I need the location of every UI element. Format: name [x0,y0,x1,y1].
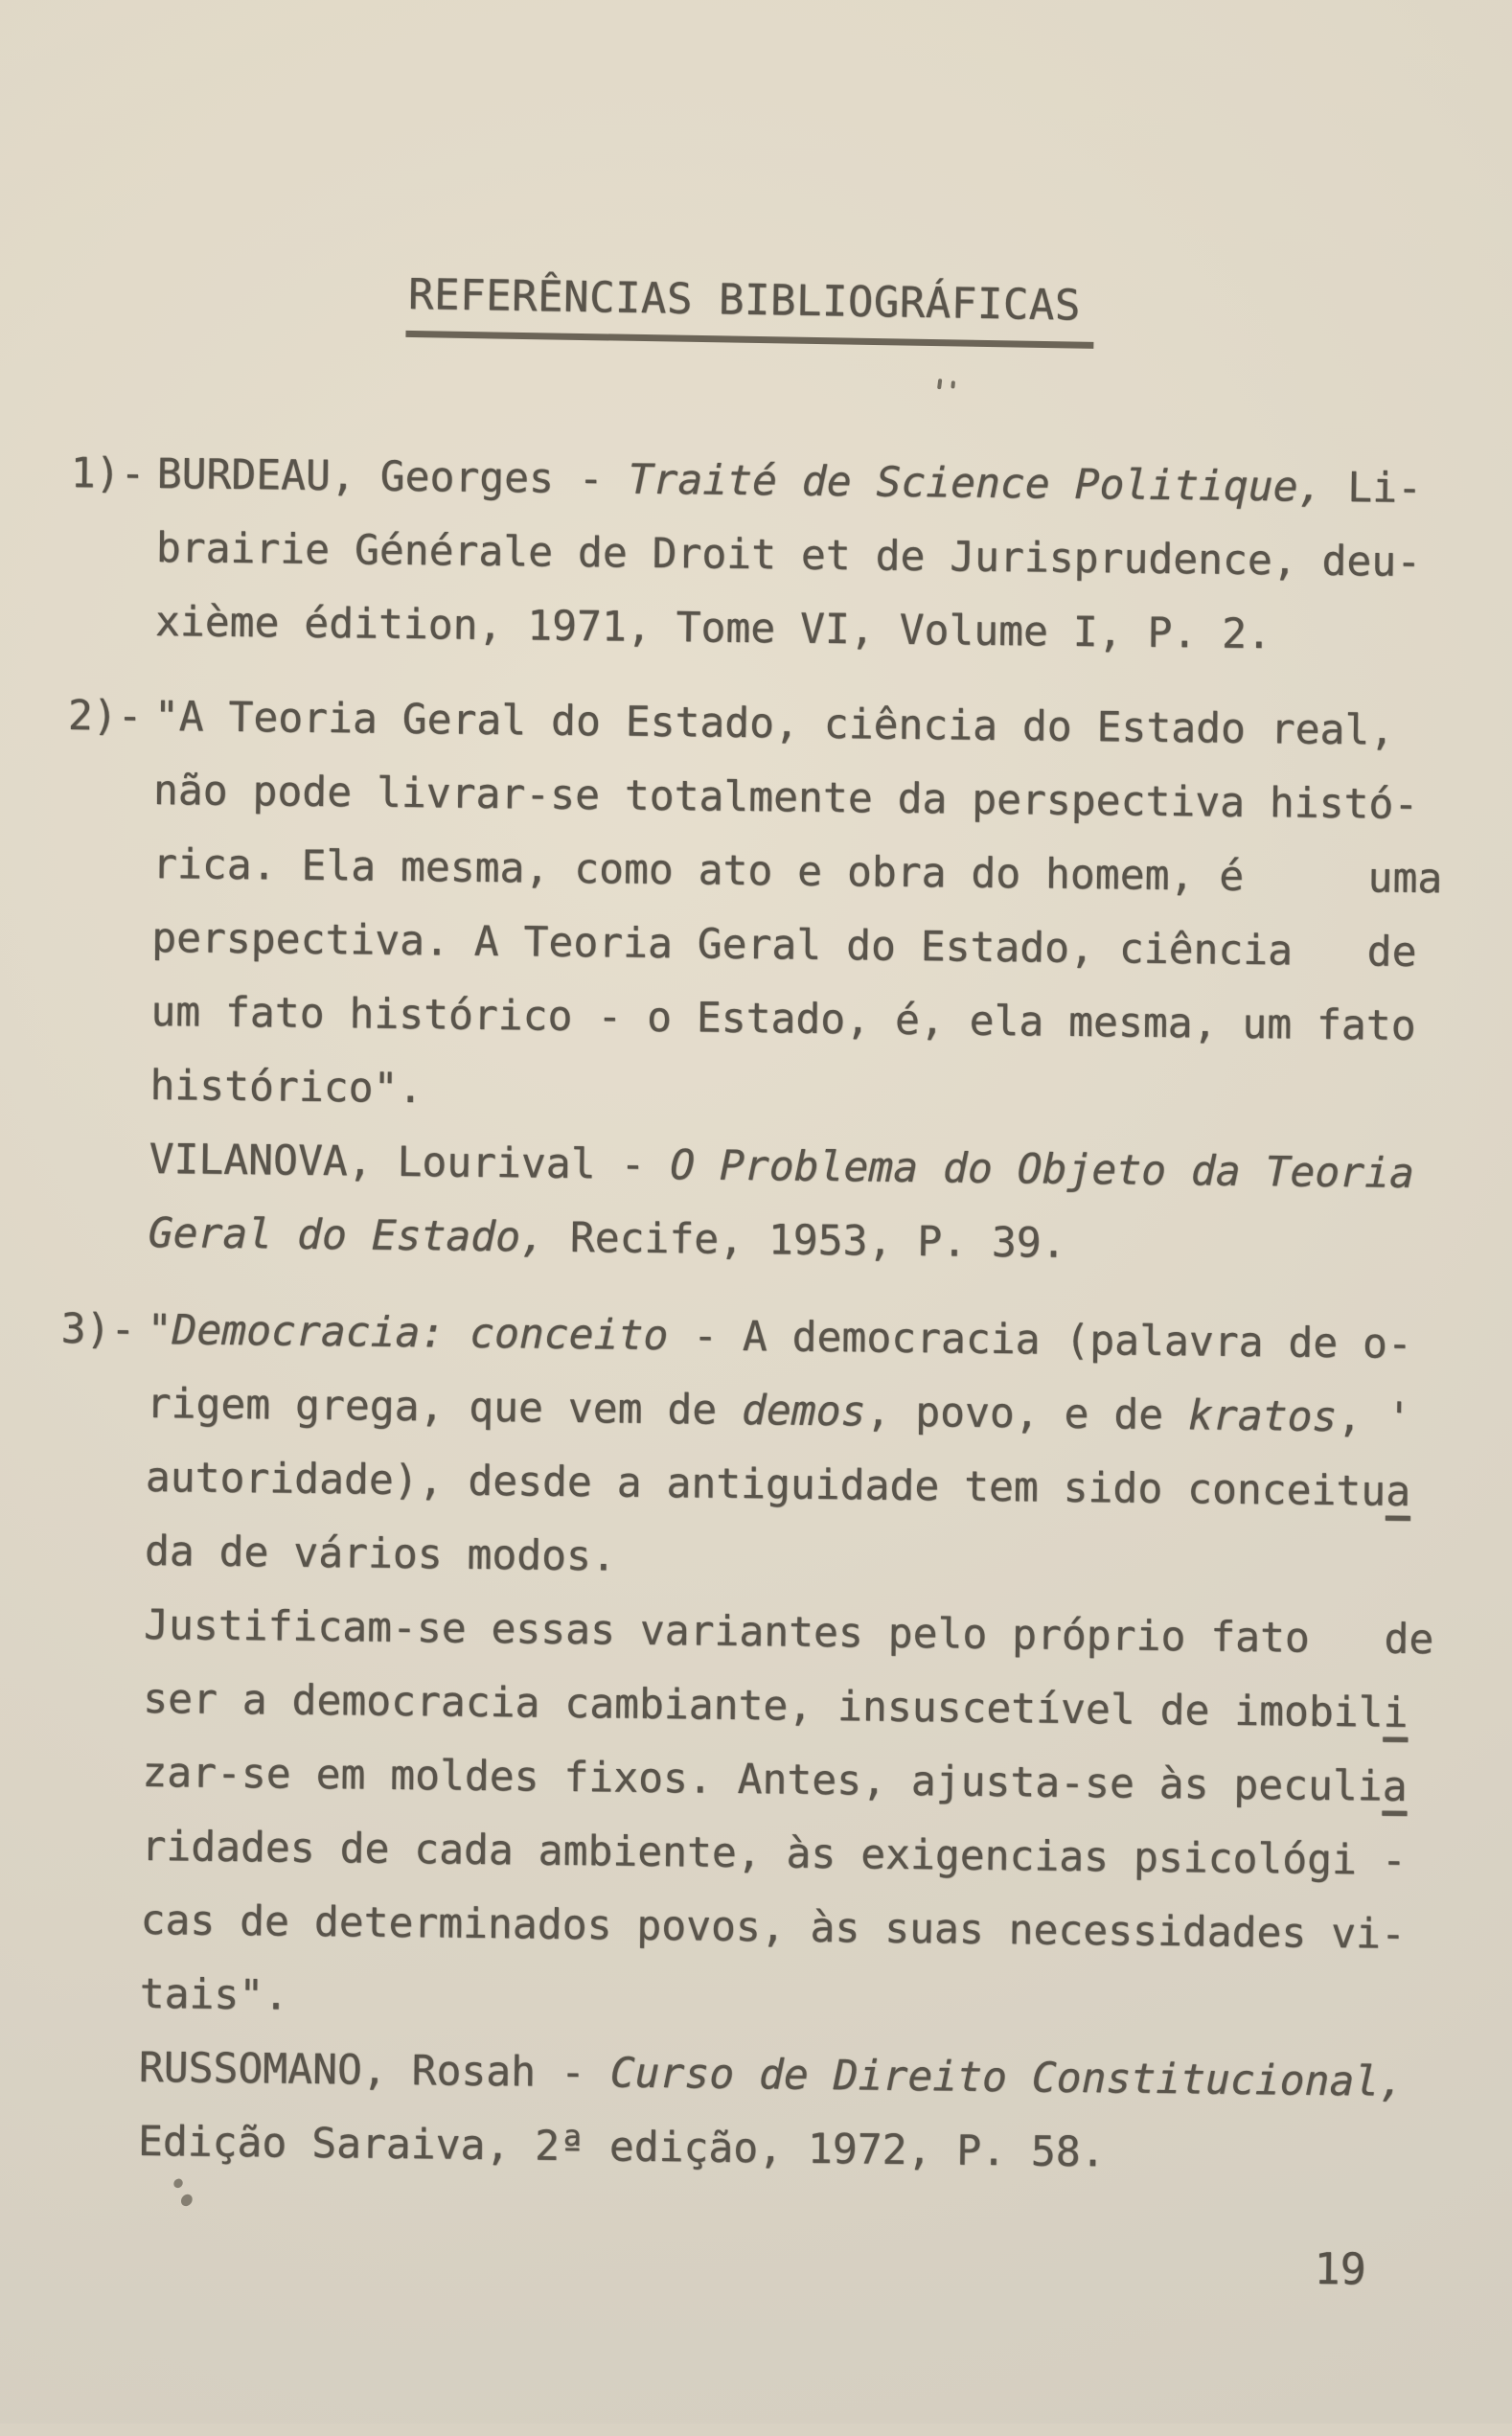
entry-number: 2)- [67,691,143,741]
entry-line [148,1197,1471,1286]
page-number: 19 [1314,2242,1367,2295]
bibliography-entry [60,1294,1470,2195]
entry-line-segment: "A Teoria Geral do Estado, ciência do Estado real, [153,692,1395,755]
entry-line-italic-segment: Traité de Science Politique, [628,455,1323,512]
entry-line-segment: , povo, e de [865,1388,1189,1440]
entry-line-segment: ser a democracia cambiante, insuscetível de imobil [142,1674,1384,1737]
entry-line-segment: ridades de cada ambiente, às exigencias psicológi - [141,1822,1408,1885]
entry-line-segment: brairie Générale de Droit et de Jurisprudence, deu- [155,523,1422,586]
entry-line-segment: " [147,1305,172,1355]
page-title-text: REFERÊNCIAS BIBLIOGRÁFICAS [405,270,1094,349]
entry-line-italic-segment: Geral do Estado, [148,1208,546,1262]
entry-number: 1)- [70,448,146,498]
entry-line-italic-segment: Democracia: conceito [172,1306,669,1361]
entry-line-segment: histórico". [149,1061,424,1114]
entry-line-segment: rigem grega, que vem de [146,1379,743,1435]
entry-line-segment: Justificam-se essas variantes pelo próprio fato de [143,1600,1434,1665]
entry-line-italic-segment: demos [741,1386,866,1436]
entry-line-segment: um fato histórico - o Estado, é, ela mesma, um fato [150,987,1416,1050]
entry-line-segment: não pode livrar-se totalmente da perspectiva histó- [152,766,1419,829]
entry-line [140,1884,1463,1973]
bibliography-entry [67,680,1477,1286]
entry-line-segment: Edição Saraiva, 2ª edição, 1972, P. 58. [137,2117,1106,2177]
entry-line-segment: tais". [139,1969,289,2020]
entry-line [155,586,1478,675]
entry-line-italic-segment: Curso de Direito Constitucional, [609,2049,1405,2106]
entry-line-underlined-segment: a [1385,1467,1411,1516]
entry-line-underlined-segment: i [1383,1689,1409,1737]
entry-line-italic-segment: O Problema do Objeto da Teoria [669,1141,1415,1198]
entry-line-segment: zar-se em moldes fixos. Antes, ajusta-se às peculi [142,1748,1384,1811]
entry-line-segment: autoridade), desde a antiguidade tem sido conceitu [145,1453,1386,1516]
entry-line-segment: perspectiva. A Teoria Geral do Estado, ciência de [150,913,1417,977]
entry-line-segment: , ' [1337,1393,1412,1442]
entry-line-segment: xième édition, 1971, Tome VI, Volume I, P. 2. [154,597,1272,659]
entry-line-segment: Li- [1322,463,1423,513]
entry-line-segment: BURDEAU, Georges - [156,449,629,504]
entry-number: 3)- [60,1304,136,1354]
entry-line-segment: - A democracia (palavra de o- [667,1312,1413,1368]
entry-line-segment: cas de determinados povos, às suas necessidades vi- [140,1896,1407,1959]
entry-line-segment: VILANOVA, Lourival - [149,1135,671,1190]
entry-line-segment: Recife, 1953, P. 39. [544,1213,1066,1268]
entry-line-italic-segment: kratos [1187,1391,1338,1442]
entry-line-segment: da de vários modos. [144,1527,617,1581]
entry-line-segment: rica. Ela mesma, como ato e obra do homem, é uma [151,839,1443,904]
entry-line-segment: RUSSOMANO, Rosah - [138,2043,611,2098]
entry-line-underlined-segment: a [1382,1762,1408,1811]
bibliography-entry [70,438,1480,675]
entry-line [138,2105,1461,2195]
